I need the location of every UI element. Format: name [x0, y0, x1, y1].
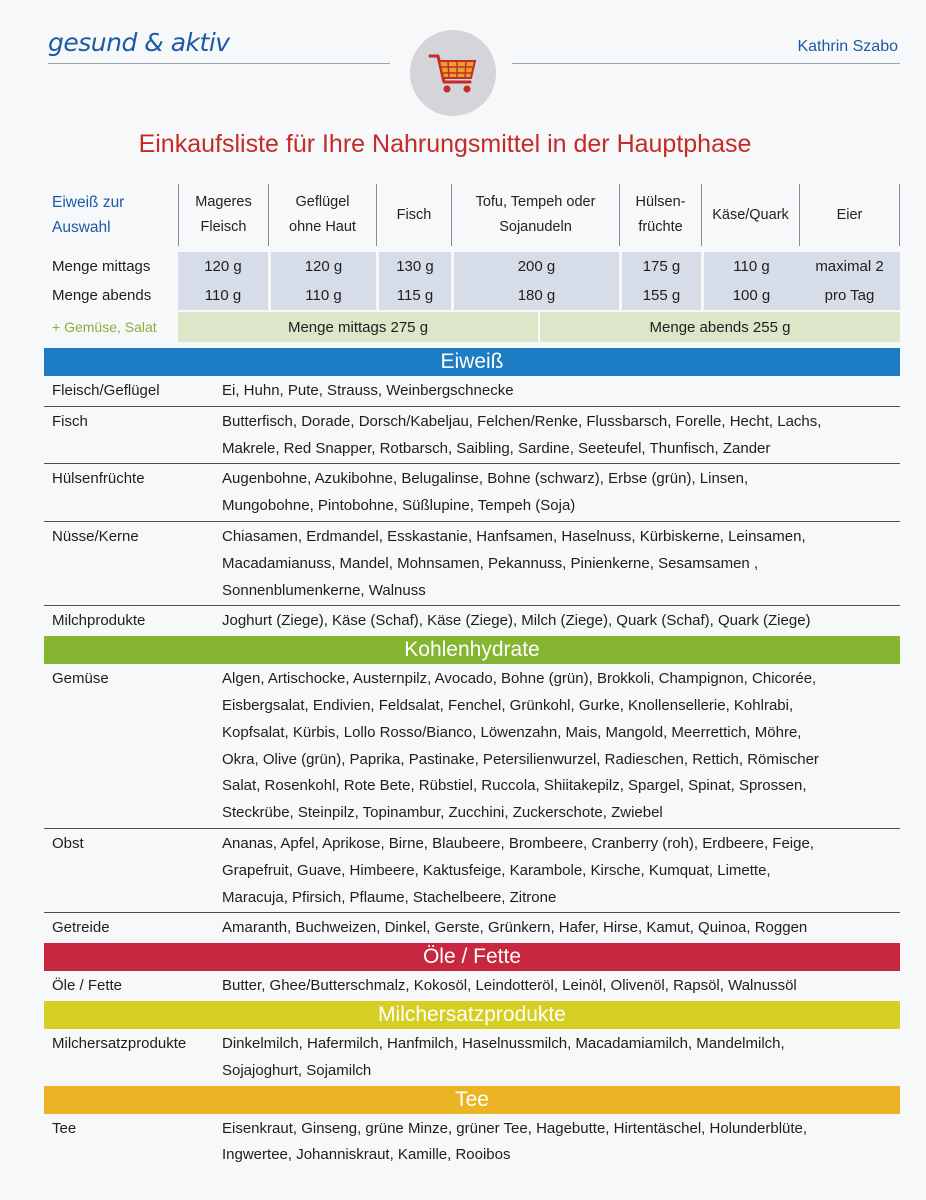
category-label: Getreide — [52, 919, 110, 937]
items-line: Steckrübe, Steinpilz, Topinambur, Zucchini, Zuckerschote, Zwiebel — [222, 804, 663, 822]
items-line: Grapefruit, Guave, Himbeere, Kaktusfeige, Karambole, Kirsche, Kumquat, Limette, — [222, 861, 771, 879]
category-items — [222, 666, 900, 828]
amount-cell: 200 g — [451, 252, 619, 281]
protein-amount-table — [44, 184, 900, 342]
items-line: Ananas, Apfel, Aprikose, Birne, Blaubeere, Brombeere, Cranberry (roh), Erdbeere, Feige, — [222, 834, 814, 852]
category-items — [222, 608, 900, 636]
items-line: Okra, Olive (grün), Paprika, Pastinake, Petersilienwurzel, Radieschen, Rettich, Römischer — [222, 750, 819, 768]
amount-cell: 115 g — [376, 281, 451, 310]
column-header: Geflügel ohne Haut — [268, 184, 376, 246]
category-label: Fisch — [52, 412, 88, 430]
header-label: Eiweiß zur Auswahl — [52, 194, 125, 236]
items-line: Ingwertee, Johanniskraut, Kamille, Rooibos — [222, 1146, 511, 1164]
eggs-note-line: maximal 2 — [815, 258, 884, 275]
category-items — [222, 1031, 900, 1086]
eggs-note — [799, 252, 900, 310]
amount-cell: 155 g — [619, 281, 701, 310]
column-header: Käse/Quark — [701, 184, 799, 246]
items-line: Makrele, Red Snapper, Rotbarsch, Saibling, Sardine, Seeteufel, Thunfisch, Zander — [222, 439, 771, 457]
amount-cell: 110 g — [268, 281, 376, 310]
row-label: Menge mittags — [52, 258, 151, 275]
category-items — [222, 409, 900, 464]
category-row — [44, 971, 900, 1001]
category-row — [44, 606, 900, 636]
category-label: Fleisch/Geflügel — [52, 382, 160, 399]
vegetable-row — [44, 312, 900, 342]
category-items — [222, 831, 900, 912]
eggs-note-line: pro Tag — [824, 287, 875, 304]
vegetable-amount-midday: Menge mittags 275 g — [287, 318, 429, 336]
items-line: Chiasamen, Erdmandel, Esskastanie, Hanfsamen, Haselnuss, Kürbiskerne, Leinsamen, — [222, 527, 806, 545]
category-label: Nüsse/Kerne — [52, 527, 139, 545]
section-banner: Milchersatzprodukte — [44, 1001, 900, 1029]
amount-cell: 120 g — [268, 252, 376, 281]
category-row — [44, 522, 900, 606]
category-items — [222, 973, 900, 1001]
category-label: Obst — [52, 834, 84, 852]
items-line: Amaranth, Buchweizen, Dinkel, Gerste, Grünkern, Hafer, Hirse, Kamut, Quinoa, Roggen — [222, 919, 808, 937]
items-line: Eisenkraut, Ginseng, grüne Minze, grüner Tee, Hagebutte, Hirtentäschel, Holunderblüte, — [222, 1119, 808, 1137]
items-line: Dinkelmilch, Hafermilch, Hanfmilch, Haselnussmilch, Macadamiamilch, Mandelmilch, — [222, 1034, 785, 1052]
category-row — [44, 829, 900, 913]
category-row — [44, 664, 900, 829]
category-row — [44, 1029, 900, 1086]
amount-row-evening — [44, 281, 900, 310]
table-header-row — [44, 184, 900, 246]
food-category-list — [44, 348, 900, 1170]
category-label: Milchprodukte — [52, 612, 146, 630]
column-header: Tofu, Tempeh oder Sojanudeln — [451, 184, 619, 246]
items-line: Algen, Artischocke, Austernpilz, Avocado, Bohne (grün), Brokkoli, Champignon, Chicorée, — [222, 670, 817, 688]
amount-cell: 175 g — [619, 252, 701, 281]
row-label: Menge abends — [52, 287, 152, 304]
section-banner: Kohlenhydrate — [44, 636, 900, 664]
category-row — [44, 913, 900, 943]
category-items — [222, 1116, 900, 1171]
category-label: Öle / Fette — [52, 977, 123, 995]
vegetable-amount-bar — [178, 312, 900, 342]
items-line: Salat, Rosenkohl, Rote Bete, Rübstiel, Ruccola, Shiitakepilz, Spargel, Spinat, Sprossen, — [222, 777, 807, 795]
amount-cell: 110 g — [178, 281, 268, 310]
brand-logo: gesund & aktiv — [48, 28, 230, 57]
category-row — [44, 1114, 900, 1171]
column-header: Mageres Fleisch — [178, 184, 268, 246]
column-header: Eier — [799, 184, 900, 246]
amount-cell: 110 g — [701, 252, 799, 281]
category-row — [44, 407, 900, 465]
items-line: Augenbohne, Azukibohne, Belugalinse, Bohne (schwarz), Erbse (grün), Linsen, — [222, 470, 749, 488]
section-banner: Eiweiß — [44, 348, 900, 376]
category-items — [222, 524, 900, 605]
category-row — [44, 376, 900, 407]
items-line: Sojajoghurt, Sojamilch — [222, 1061, 372, 1079]
items-line: Kopfsalat, Kürbis, Lollo Rosso/Bianco, Löwenzahn, Mais, Mangold, Meerrettich, Möhre, — [222, 723, 802, 741]
header-divider-right — [512, 63, 900, 64]
amount-cell: 100 g — [701, 281, 799, 310]
page-title: Einkaufsliste für Ihre Nahrungsmittel in der Hauptphase — [138, 130, 752, 158]
items-line: Eisbergsalat, Endivien, Feldsalat, Fenchel, Grünkohl, Gurke, Knollensellerie, Kohlrabi, — [222, 696, 794, 714]
column-header: Hülsen- früchte — [619, 184, 701, 246]
category-label: Gemüse — [52, 670, 109, 688]
category-label: Milchersatzprodukte — [52, 1034, 187, 1052]
vegetable-label: + Gemüse, Salat — [52, 319, 157, 335]
category-items — [222, 915, 900, 943]
category-items — [222, 378, 900, 406]
items-line: Maracuja, Pfirsich, Pflaume, Stachelbeere, Zitrone — [222, 888, 557, 906]
section-banner: Tee — [44, 1086, 900, 1114]
category-label: Hülsenfrüchte — [52, 470, 145, 488]
category-items — [222, 466, 900, 521]
author-name: Kathrin Szabo — [797, 38, 898, 55]
column-header: Fisch — [376, 184, 451, 246]
items-line: Ei, Huhn, Pute, Strauss, Weinbergschnecke — [222, 382, 514, 399]
amount-row-midday — [44, 252, 900, 281]
amount-cell: 120 g — [178, 252, 268, 281]
items-line: Butterfisch, Dorade, Dorsch/Kabeljau, Felchen/Renke, Flussbarsch, Forelle, Hecht, Lachs, — [222, 412, 822, 430]
amount-cell: 130 g — [376, 252, 451, 281]
section-banner: Öle / Fette — [44, 943, 900, 971]
items-line: Sonnenblumenkerne, Walnuss — [222, 581, 426, 599]
items-line: Macadamianuss, Mandel, Mohnsamen, Pekannuss, Pinienkerne, Sesamsamen , — [222, 554, 759, 572]
cart-badge — [410, 30, 496, 116]
items-line: Joghurt (Ziege), Käse (Schaf), Käse (Ziege), Milch (Ziege), Quark (Schaf), Quark (Ziege) — [222, 612, 811, 630]
items-line: Butter, Ghee/Butterschmalz, Kokosöl, Leindotteröl, Leinöl, Olivenöl, Rapsöl, Walnussöl — [222, 977, 797, 995]
category-row — [44, 464, 900, 522]
category-label: Tee — [52, 1119, 77, 1137]
shopping-cart-icon — [428, 50, 478, 96]
amount-cell: 180 g — [451, 281, 619, 310]
vegetable-amount-evening: Menge abends 255 g — [538, 312, 900, 342]
items-line: Mungobohne, Pintobohne, Süßlupine, Tempeh (Soja) — [222, 497, 576, 515]
header-divider-left — [48, 63, 390, 64]
